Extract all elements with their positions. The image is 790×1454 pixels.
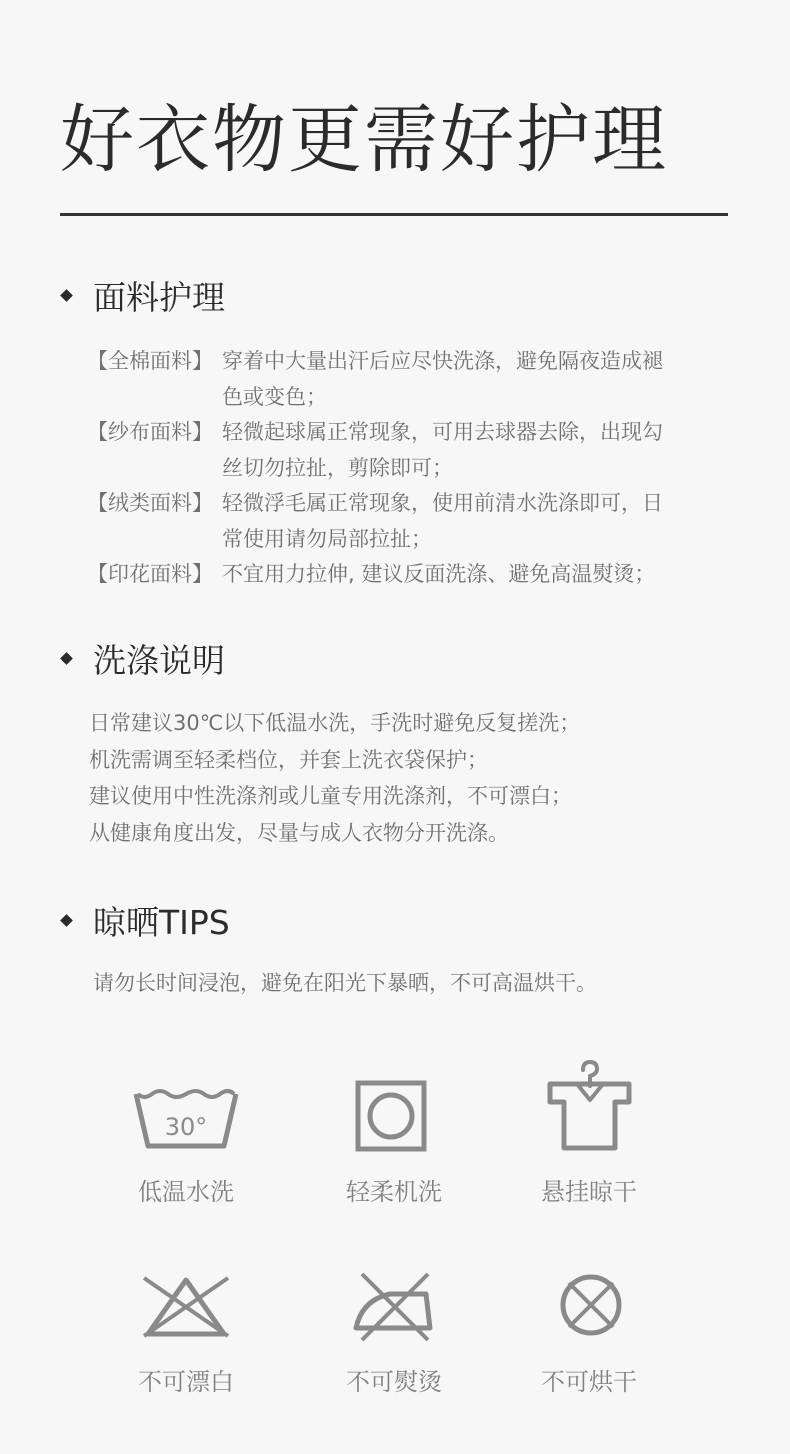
drying-tips-text: 请勿长时间浸泡，避免在阳光下暴晒，不可高温烘干。 <box>93 971 597 995</box>
care-symbol-no-tumble-dry <box>489 1270 689 1410</box>
care-item-key: 【全棉面料】 <box>87 349 213 373</box>
low-temp-wash-icon <box>86 1080 286 1155</box>
care-symbol-hang-dry <box>489 1060 689 1220</box>
care-item-description <box>222 557 737 593</box>
care-symbol-no-iron <box>294 1270 494 1410</box>
washing-line: 从健康角度出发，尽量与成人衣物分开洗涤。 <box>89 820 509 845</box>
gentle-machine-wash-icon <box>294 1080 494 1155</box>
diamond-bullet-icon <box>60 652 73 665</box>
care-item-line: 丝切勿拉扯，剪除即可； <box>222 455 453 480</box>
care-item-gauze <box>87 415 737 486</box>
care-symbol-label: 悬挂晾干 <box>541 1178 637 1206</box>
care-item-line: 轻微浮毛属正常现象，使用前清水洗涤即可，日 <box>222 491 663 515</box>
diamond-bullet-icon <box>60 914 73 927</box>
care-symbol-no-bleach <box>86 1270 286 1410</box>
care-item-key: 【绒类面料】 <box>87 491 213 515</box>
care-item-description <box>222 486 737 557</box>
care-symbol-label: 不可烘干 <box>541 1368 637 1396</box>
care-item-key: 【纱布面料】 <box>87 420 213 444</box>
hang-dry-icon <box>489 1060 689 1155</box>
section-title: 面料护理 <box>93 277 225 317</box>
section-heading-washing <box>60 638 225 678</box>
care-item-description <box>222 415 737 486</box>
care-symbol-label: 不可漂白 <box>138 1368 234 1396</box>
diamond-bullet-icon <box>60 289 73 302</box>
section-heading-fabric-care <box>60 275 225 315</box>
care-item-line: 常使用请勿局部拉扯； <box>222 526 432 551</box>
washing-line: 建议使用中性洗涤剂或儿童专用洗涤剂，不可漂白； <box>89 784 572 808</box>
care-symbol-gentle-machine-wash <box>294 1080 494 1220</box>
care-item-line: 轻微起球属正常现象，可用去球器去除，出现勾 <box>222 420 663 444</box>
care-item-printed <box>87 557 737 593</box>
title-divider <box>60 213 728 216</box>
care-item-description <box>222 344 737 415</box>
no-tumble-dry-icon <box>489 1270 689 1345</box>
section-heading-drying <box>60 900 230 940</box>
care-symbol-label: 低温水洗 <box>138 1178 234 1206</box>
care-item-cotton <box>87 344 737 415</box>
page-title: 好衣物更需好护理 <box>60 97 668 183</box>
section-title: 晾晒TIPS <box>93 902 230 942</box>
care-item-key: 【印花面料】 <box>87 562 213 586</box>
care-symbol-low-temp-wash <box>86 1080 286 1220</box>
care-item-line: 色或变色； <box>222 384 327 409</box>
care-item-velvet <box>87 486 737 557</box>
washing-line: 机洗需调至轻柔档位，并套上洗衣袋保护； <box>89 747 488 772</box>
care-symbol-label: 轻柔机洗 <box>346 1178 442 1206</box>
wash-temperature-text: 30° <box>164 1113 208 1141</box>
care-item-line: 不宜用力拉伸, 建议反面洗涤、避免高温熨烫； <box>222 562 656 586</box>
washing-instructions <box>89 705 739 851</box>
no-bleach-icon <box>86 1270 286 1345</box>
care-symbol-label: 不可熨烫 <box>346 1368 442 1396</box>
section-title: 洗涤说明 <box>93 640 225 680</box>
no-iron-icon <box>294 1270 494 1345</box>
washing-line: 日常建议30℃以下低温水洗，手洗时避免反复搓洗； <box>89 711 581 735</box>
care-item-line: 穿着中大量出汗后应尽快洗涤，避免隔夜造成褪 <box>222 349 663 373</box>
fabric-care-list <box>87 344 737 593</box>
